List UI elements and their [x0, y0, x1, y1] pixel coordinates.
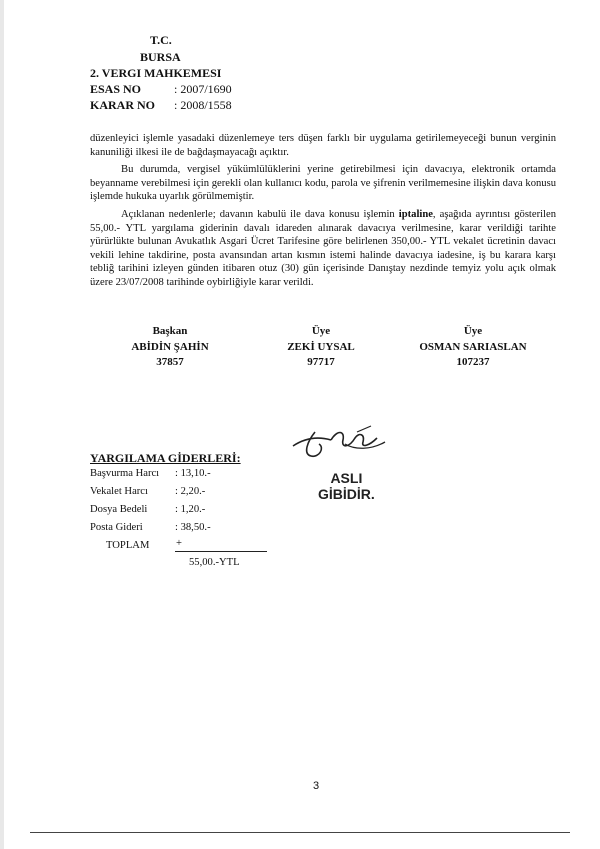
signatory-role: Üye [311, 325, 331, 337]
expense-label: Dosya Bedeli [90, 504, 148, 515]
signatory-name: ZEKİ UYSAL [287, 340, 355, 353]
stamp-line-2: GİBİDİR. [318, 486, 375, 502]
signatory-name: ABİDİN ŞAHİN [131, 340, 209, 353]
total-value: 55,00.-YTL [189, 557, 240, 568]
decision-body [90, 132, 556, 294]
paragraph-3-end: , aşağıda ayrıntısı gösterilen 55,00.- YTL yargılama giderinin davalı idareden alınarak davacıya verilmesine, karar verildiği tarihte yürürlükte bulunan Avukatlık Asgari Ücret Tarifesine göre belirlenen 350,00.- YTL vekalet ücretinin davacı vekili lehine takdirine, posta avansından artan kısmın istemi halinde davacıya iadesine, iş bu karara karşı tebliğ tarihini izleyen günden itibaren otuz (30) gün içerisinde Danıştay nezdinde temyiz yolu açık olmak üzere 23/07/2008 tarihinde oybirliğiyle karar verildi. [90, 208, 556, 288]
paragraph-3-bold: iptaline [398, 208, 433, 220]
signatory-member-2 [388, 324, 558, 371]
signatory-chair [85, 324, 255, 371]
expenses-title: YARGILAMA GİDERLERİ: [90, 451, 241, 465]
expense-value: : 38,50.- [175, 522, 211, 533]
paragraph-1: düzenleyici işlemle yasadaki düzenlemeye ters düşen farklı bir uygulama getirilemeyeceği bunun verginin kanuniliği ilkesi ile de bağdaşmayacağı açıktır. [90, 133, 556, 158]
signatory-name: OSMAN SARIASLAN [419, 340, 527, 353]
paragraph-3-start: Açıklanan nedenlerle; davanın kabulü ile dava konusu işlemin [121, 208, 399, 220]
karar-label: KARAR NO [90, 98, 155, 112]
header-city: BURSA [140, 50, 181, 64]
header-court: 2. VERGI MAHKEMESI [90, 66, 222, 80]
signatory-id: 97717 [307, 356, 335, 368]
expense-value: : 1,20.- [175, 504, 206, 515]
paragraph-3 [90, 208, 556, 290]
esas-label: ESAS NO [90, 82, 142, 96]
expense-label: Başvurma Harcı [90, 468, 160, 479]
signatory-role: Üye [463, 325, 483, 337]
esas-number: : 2007/1690 [174, 82, 232, 96]
expense-value: : 2,20.- [175, 486, 206, 497]
signatory-role: Başkan [152, 325, 188, 337]
karar-number: : 2008/1558 [174, 98, 232, 112]
header-country: T.C. [150, 33, 172, 47]
page-number: 3 [313, 780, 320, 792]
stamp-line-1: ASLI [330, 470, 363, 486]
signatory-id: 37857 [156, 356, 184, 368]
expense-label: Vekalet Harcı [90, 486, 148, 497]
expense-value: : 13,10.- [175, 468, 211, 479]
certified-copy-stamp [318, 470, 375, 502]
expense-label: Posta Gideri [90, 522, 143, 533]
total-rule [175, 551, 267, 552]
handwritten-signature [285, 420, 395, 468]
signatory-member-1 [236, 324, 406, 371]
paragraph-2: Bu durumda, vergisel yükümlülüklerini yerine getirebilmesi için davacıya, elektronik ortamda beyanname verebilmesi için gerekli olan kullanıcı kodu, parola ve şifrenin verilmemesine ilişkin dava konusu işlemde hukuka uyarlık görülmemiştir. [90, 164, 556, 203]
total-plus-sign: + [176, 538, 182, 549]
scan-left-edge [0, 0, 4, 849]
total-label: TOPLAM [106, 540, 150, 551]
signatory-id: 107237 [456, 356, 490, 368]
bottom-border-line [30, 832, 570, 833]
